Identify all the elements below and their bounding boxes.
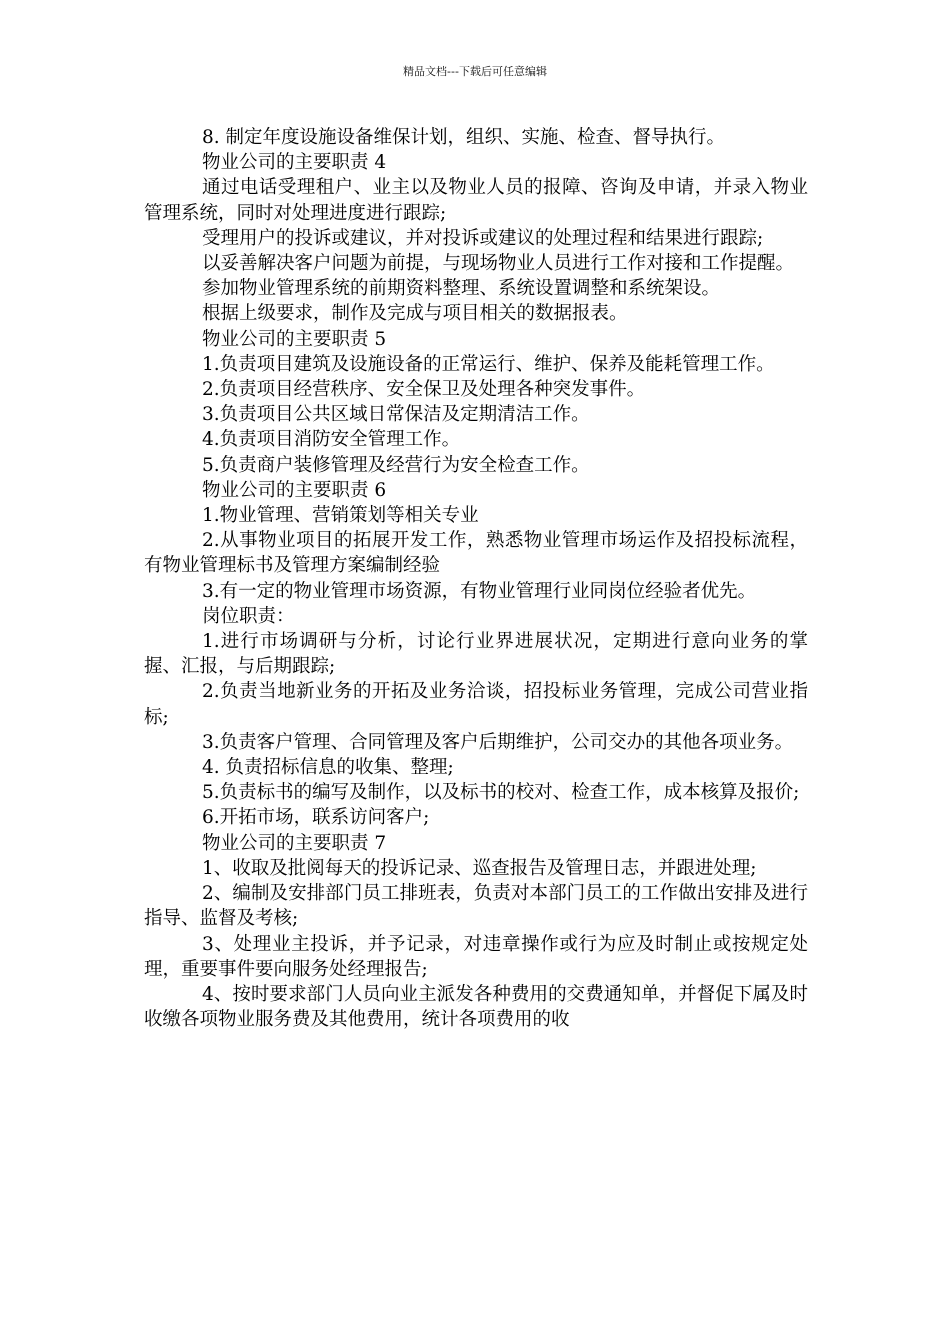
list-item: 5.负责商户装修管理及经营行为安全检查工作。 [202,454,590,476]
list-item: 5.负责标书的编写及制作，以及标书的校对、检查工作，成本核算及报价; [202,782,800,804]
list-item: 1.负责项目建筑及设施设备的正常运行、维护、保养及能耗管理工作。 [202,353,775,375]
list-item: 3.负责项目公共区域日常保洁及定期清洁工作。 [202,404,590,426]
section-heading: 物业公司的主要职责 5 [202,328,387,350]
list-item: 1.物业管理、营销策划等相关专业 [202,505,479,527]
paragraph: 根据上级要求，制作及完成与项目相关的数据报表。 [202,303,628,325]
list-item: 1、收取及批阅每天的投诉记录、巡查报告及管理日志，并跟进处理; [202,857,757,879]
section-heading: 物业公司的主要职责 7 [202,832,387,854]
list-item: 2.从事物业项目的拓展开发工作，熟悉物业管理市场运作及招投标流程，有物业管理标书及管理方案编制经验 [144,530,808,577]
paragraph: 参加物业管理系统的前期资料整理、系统设置调整和系统架设。 [202,278,721,300]
section-heading: 物业公司的主要职责 4 [202,152,387,174]
paragraph: 通过电话受理租户、业主以及物业人员的报障、咨询及申请，并录入物业管理系统，同时对处理进度进行跟踪; [144,177,808,224]
list-item: 1.进行市场调研与分析，讨论行业界进展状况，定期进行意向业务的掌握、汇报，与后期跟踪; [144,631,808,678]
list-item: 3、处理业主投诉，并予记录，对违章操作或行为应及时制止或按规定处理，重要事件要向服务处经理报告; [144,933,808,980]
list-item: 4、按时要求部门人员向业主派发各种费用的交费通知单，并督促下属及时收缴各项物业服务费及其他费用，统计各项费用的收 [144,983,808,1031]
paragraph: 8. 制定年度设施设备维保计划，组织、实施、检查、督导执行。 [202,127,726,148]
list-item: 3.有一定的物业管理市场资源，有物业管理行业同岗位经验者优先。 [202,580,757,602]
document-body [144,125,808,1032]
list-item: 2、编制及安排部门员工排班表，负责对本部门员工的工作做出安排及进行指导、监督及考核; [144,883,808,930]
page-header: 精品文档---下载后可任意编辑 [403,65,547,78]
list-item: 2.负责项目经营秩序、安全保卫及处理各种突发事件。 [202,379,646,401]
section-heading: 岗位职责： [202,605,295,627]
list-item: 4. 负责招标信息的收集、整理; [202,757,454,779]
list-item: 6.开拓市场，联系访问客户; [202,807,430,829]
section-heading: 物业公司的主要职责 6 [202,479,387,501]
paragraph: 受理用户的投诉或建议，并对投诉或建议的处理过程和结果进行跟踪; [202,227,764,249]
list-item: 2.负责当地新业务的开拓及业务洽谈，招投标业务管理，完成公司营业指标; [144,681,808,728]
paragraph: 以妥善解决客户问题为前提，与现场物业人员进行工作对接和工作提醒。 [202,253,795,275]
list-item: 4.负责项目消防安全管理工作。 [202,429,461,451]
list-item: 3.负责客户管理、合同管理及客户后期维护，公司交办的其他各项业务。 [202,731,794,753]
